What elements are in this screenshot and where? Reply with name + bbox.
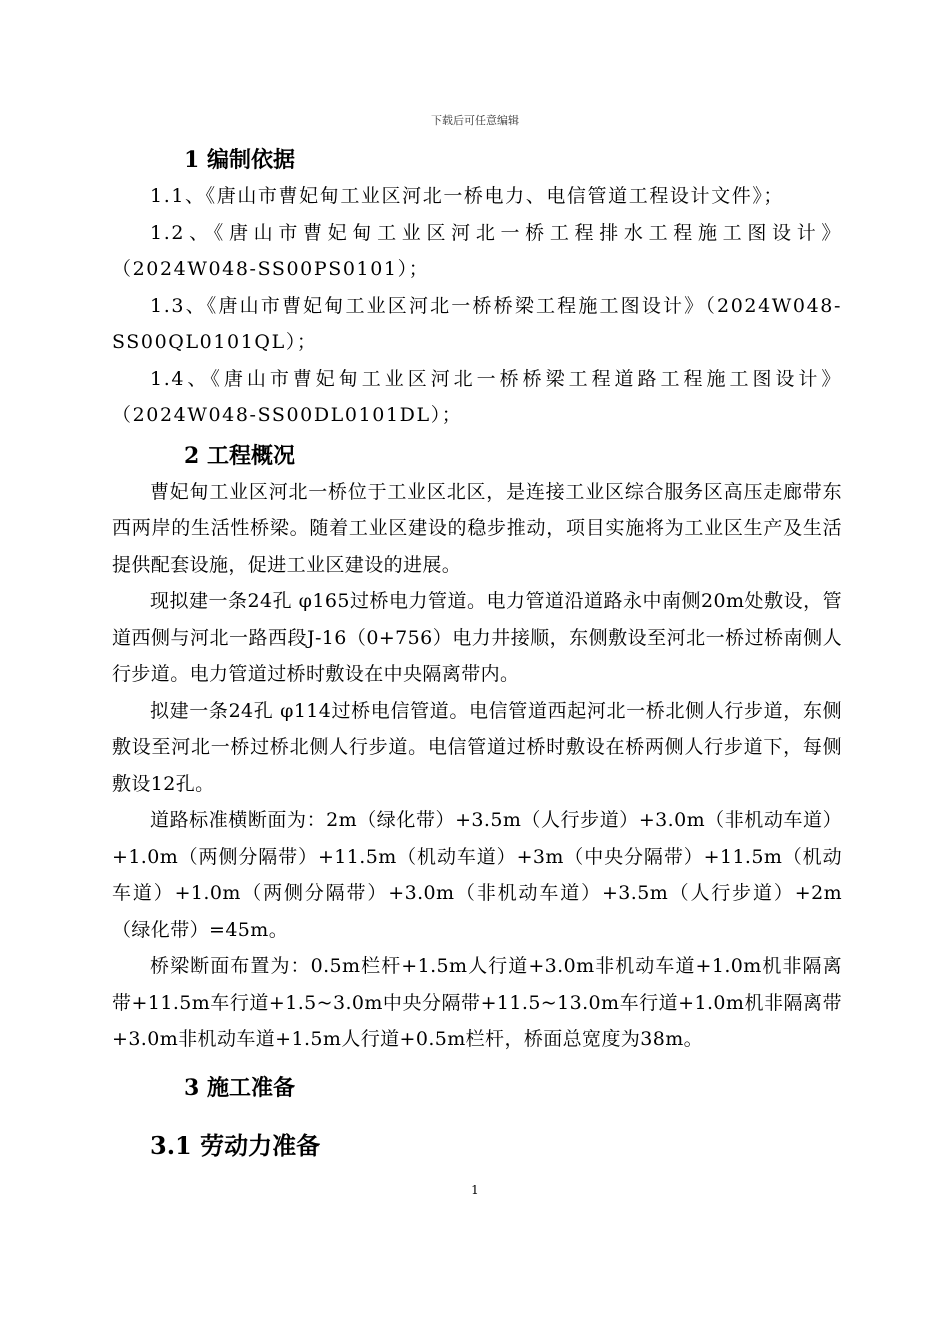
overview-paragraph-2: 现拟建一条24孔 φ165过桥电力管道。电力管道沿道路永中南侧20m处敷设，管道西侧与河北一路西段J-16（0+756）电力井接顺，东侧敷设至河北一桥过桥南侧人行步道。电力管道过桥时敷设在中央隔离带内。 <box>112 590 842 685</box>
header-note: 下载后可任意编辑 <box>431 114 519 127</box>
reference-item-2: 1.2、《唐山市曹妃甸工业区河北一桥工程排水工程施工图设计》（2024W048-SS00PS0101）； <box>112 221 842 280</box>
overview-paragraph-1: 曹妃甸工业区河北一桥位于工业区北区，是连接工业区综合服务区高压走廊带东西两岸的生活性桥梁。随着工业区建设的稳步推动，项目实施将为工业区生产及生活提供配套设施，促进工业区建设的进展。 <box>112 480 842 576</box>
reference-item-3: 1.3、《唐山市曹妃甸工业区河北一桥桥梁工程施工图设计》（2024W048-SS00QL0101QL）； <box>112 294 842 353</box>
section-1-title: 1 编制依据 <box>184 147 295 173</box>
reference-item-4: 1.4、《唐山市曹妃甸工业区河北一桥桥梁工程道路工程施工图设计》（2024W048-SS00DL0101DL）； <box>112 367 842 426</box>
overview-paragraph-3: 拟建一条24孔 φ114过桥电信管道。电信管道西起河北一桥北侧人行步道，东侧敷设至河北一桥过桥北侧人行步道。电信管道过桥时敷设在桥两侧人行步道下，每侧敷设12孔。 <box>112 699 842 795</box>
section-3-title: 3 施工准备 <box>184 1074 295 1101</box>
reference-item-1: 1.1、《唐山市曹妃甸工业区河北一桥电力、电信管道工程设计文件》； <box>150 185 785 207</box>
overview-paragraph-5: 桥梁断面布置为：0.5m栏杆+1.5m人行道+3.0m非机动车道+1.0m机非隔离带+11.5m车行道+1.5~3.0m中央分隔带+11.5~13.0m车行道+1.0m机非隔离带+3.0m非机动车道+1.5m人行道+0.5m栏杆，桥面总宽度为38m。 <box>112 955 842 1050</box>
document-body <box>112 142 842 1166</box>
overview-paragraph-4: 道路标准横断面为：2m（绿化带）+3.5m（人行步道）+3.0m（非机动车道）+1.0m（两侧分隔带）+11.5m（机动车道）+3m（中央分隔带）+11.5m（机动车道）+1.0m（两侧分隔带）+3.0m（非机动车道）+3.5m（人行步道）+2m（绿化带）=45m。 <box>112 809 842 941</box>
section-3-1-title: 3.1 劳动力准备 <box>150 1130 321 1160</box>
page-number: 1 <box>471 1183 479 1197</box>
section-2-title: 2 工程概况 <box>184 442 295 469</box>
